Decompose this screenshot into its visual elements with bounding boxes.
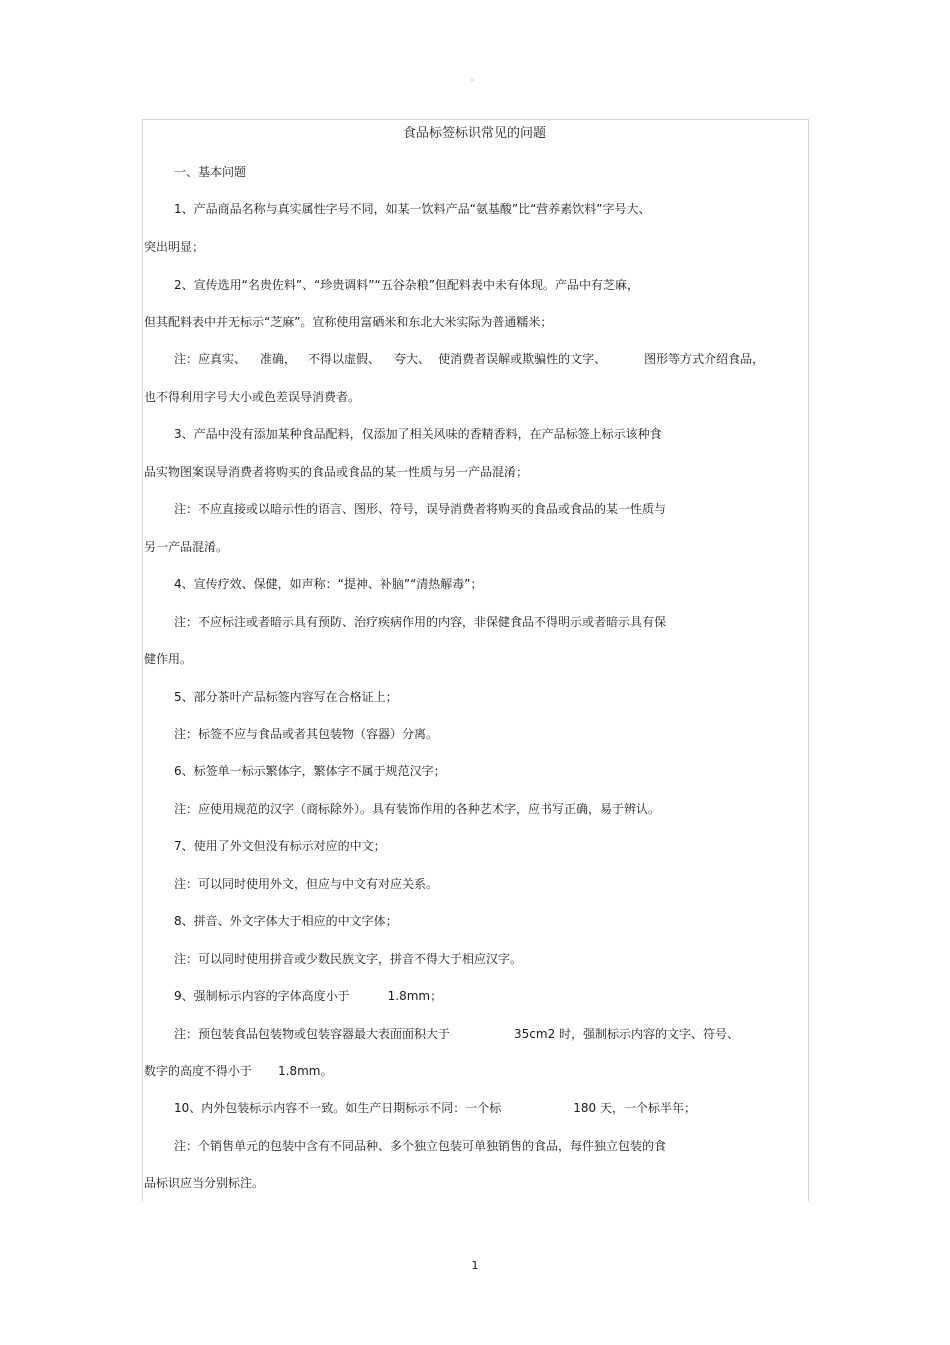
note-line: 健作用。 (144, 652, 193, 666)
section-heading: 一、基本问题 (174, 165, 247, 179)
paragraph-line: 1、产品商品名称与真实属性字号不同，如某一饮料产品“氨基酸”比“营养素饮料”字号大、 (174, 202, 651, 216)
paragraph-line: 2、宣传选用“名贵佐料”、“珍贵调料”“五谷杂粮”但配料表中未有体现。产品中有芝麻， (174, 278, 639, 292)
note-line: 注：可以同时使用拼音或少数民族文字，拼音不得大于相应汉字。 (174, 952, 523, 966)
note-line (174, 350, 764, 368)
note-line: 注：应使用规范的汉字（商标除外）。具有装饰作用的各种艺术字，应书写正确，易于辨认。 (174, 802, 661, 816)
note-line: 注：不应直接或以暗示性的语言、图形、符号，误导消费者将购买的食品或食品的某一性质与 (174, 502, 667, 516)
paragraph-fragment: 1.8mm； (387, 989, 443, 1003)
page-number: 1 (471, 1259, 479, 1272)
note-line: 也不得利用字号大小或色差误导消费者。 (144, 390, 361, 404)
page-title: 食品标签标识常见的问题 (402, 126, 546, 141)
note-line: 另一产品混淆。 (144, 540, 229, 554)
paragraph-line (174, 987, 442, 1005)
note-fragment: 35cm2 时，强制标示内容的文字、符号、 (514, 1027, 740, 1041)
paragraph-line: 突出明显； (144, 240, 205, 254)
paragraph-fragment: 180 天，一个标半年； (573, 1101, 697, 1115)
paragraph-line: 3、产品中没有添加某种食品配料，仅添加了相关风味的香精香料，在产品标签上标示该种食 (174, 427, 662, 441)
note-line: 品标识应当分别标注。 (144, 1176, 265, 1190)
note-fragment: 图形等方式介绍食品， (644, 352, 765, 366)
note-fragment: 不得以虚假、 (308, 352, 381, 366)
paragraph-line: 但其配料表中并无标示“芝麻”。宣称使用富硒米和东北大米实际为普通糯米； (144, 315, 553, 329)
note-fragment: 数字的高度不得小于 (144, 1064, 253, 1078)
note-line: 注：标签不应与食品或者其包装物（容器）分离。 (174, 727, 439, 741)
paragraph-line: 品实物图案误导消费者将购买的食品或食品的某一性质与另一产品混淆； (144, 465, 529, 479)
paragraph-fragment: 9、强制标示内容的字体高度小于 (174, 989, 350, 1003)
paragraph-line: 8、拼音、外文字体大于相应的中文字体； (174, 914, 398, 928)
note-line (144, 1062, 332, 1080)
note-fragment: 夸大、 (394, 352, 431, 366)
paragraph-line: 7、使用了外文但没有标示对应的中文； (174, 839, 386, 853)
note-fragment: 1.8mm。 (278, 1064, 333, 1078)
paragraph-line: 6、标签单一标示繁体字，繁体字不属于规范汉字； (174, 764, 446, 778)
paragraph-line: 4、宣传疗效、保健，如声称：“提神、补脑”“清热解毒”； (174, 577, 483, 591)
note-line: 注：不应标注或者暗示具有预防、治疗疾病作用的内容，非保健食品不得明示或者暗示具有保 (174, 615, 667, 629)
note-line: 注：个销售单元的包装中含有不同品种、多个独立包装可单独销售的食品，每件独立包装的食 (174, 1139, 667, 1153)
paragraph-fragment: 10、内外包装标示内容不一致。如生产日期标示不同：一个标 (174, 1101, 502, 1115)
paragraph-line (174, 1099, 696, 1117)
note-fragment: 使消费者误解或欺骗性的文字、 (438, 352, 607, 366)
note-line: 注：可以同时使用外文，但应与中文有对应关系。 (174, 877, 439, 891)
paragraph-line: 5、部分茶叶产品标签内容写在合格证上； (174, 690, 398, 704)
header-mark: 。 (470, 73, 480, 83)
note-fragment: 准确， (260, 352, 297, 366)
note-line (174, 1025, 739, 1043)
note-fragment: 注：应真实、 (174, 352, 247, 366)
note-fragment: 注：预包装食品包装物或包装容器最大表面面积大于 (174, 1027, 451, 1041)
